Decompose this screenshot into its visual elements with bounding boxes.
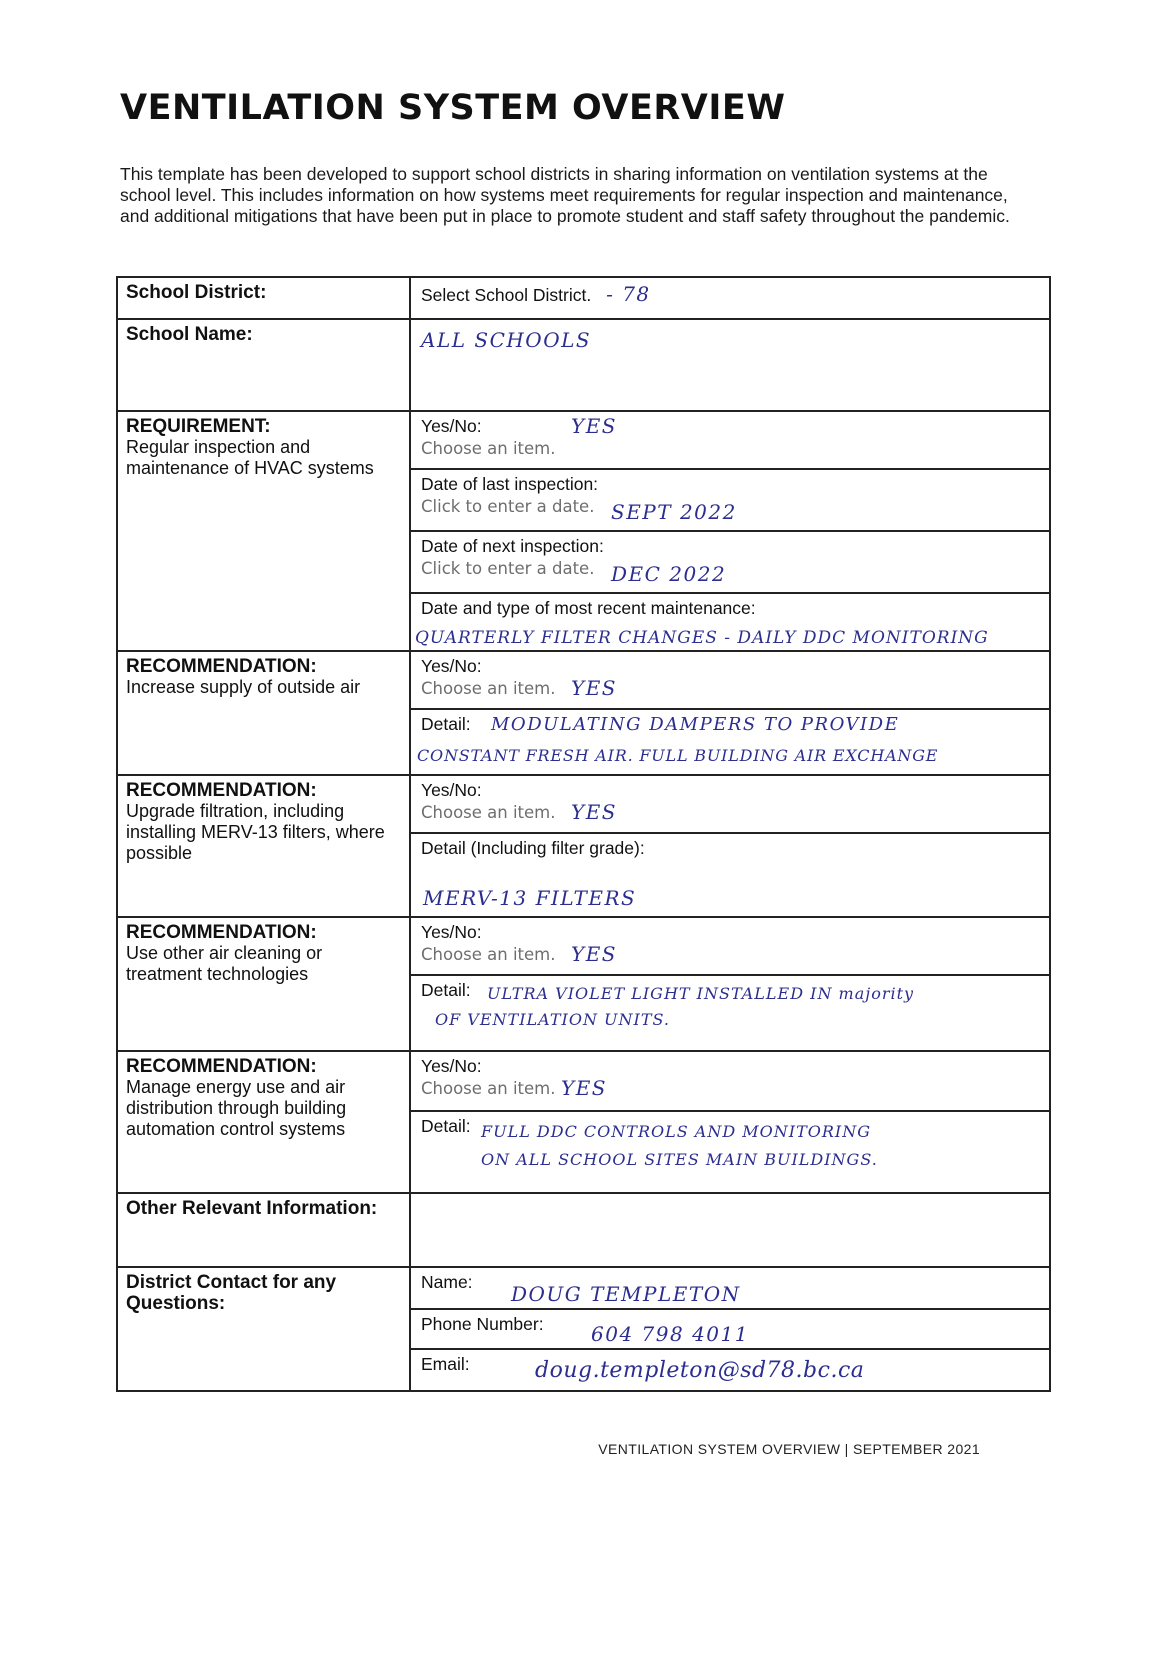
requirement-yesno-label: Yes/No:: [421, 416, 482, 436]
contact-email-field[interactable]: [411, 1350, 1049, 1390]
rec1-detail-field[interactable]: [411, 710, 1049, 774]
rec4-yesno-dropdown[interactable]: Choose an item.: [421, 1079, 556, 1098]
rec1-yesno-handwritten: YES: [571, 676, 618, 700]
contact-phone-handwritten: 604 798 4011: [591, 1322, 749, 1346]
rec3-detail-handwritten-line2: OF VENTILATION UNITS.: [435, 1010, 670, 1029]
rec4-heading: RECOMMENDATION:: [126, 1056, 317, 1077]
requirement-yesno-handwritten: YES: [571, 414, 618, 438]
rec2-yesno-dropdown[interactable]: Choose an item.: [421, 803, 556, 822]
recent-maintenance-label: Date and type of most recent maintenance:: [421, 598, 756, 618]
school-name-label-cell: [118, 320, 411, 410]
recommendation-energy-row: [118, 1052, 1049, 1194]
rec2-yesno-field[interactable]: [411, 776, 1049, 834]
next-inspection-label: Date of next inspection:: [421, 536, 604, 556]
rec3-detail-label: Detail:: [421, 980, 471, 1000]
school-name-label: School Name:: [126, 324, 253, 345]
requirement-label-cell: [118, 412, 411, 650]
rec4-yesno-label: Yes/No:: [421, 1056, 482, 1076]
other-information-label: Other Relevant Information:: [126, 1198, 378, 1219]
rec2-label-cell: [118, 776, 411, 916]
contact-name-handwritten: DOUG TEMPLETON: [511, 1282, 741, 1306]
rec1-heading: RECOMMENDATION:: [126, 656, 317, 677]
next-inspection-handwritten: DEC 2022: [611, 562, 727, 586]
other-information-field[interactable]: [411, 1194, 1049, 1266]
school-district-handwritten: - 78: [606, 282, 651, 306]
rec4-detail-field[interactable]: [411, 1112, 1049, 1192]
last-inspection-field[interactable]: [411, 470, 1049, 532]
page-footer: VENTILATION SYSTEM OVERVIEW | SEPTEMBER 2021: [598, 1441, 980, 1457]
school-name-handwritten: ALL SCHOOLS: [421, 328, 592, 352]
rec2-yesno-label: Yes/No:: [421, 780, 482, 800]
requirement-heading: REQUIREMENT:: [126, 416, 271, 437]
school-district-field[interactable]: [411, 278, 1049, 318]
rec4-yesno-field[interactable]: [411, 1052, 1049, 1112]
requirement-yesno-dropdown[interactable]: Choose an item.: [421, 439, 556, 458]
rec4-detail-label: Detail:: [421, 1116, 471, 1136]
rec3-label-cell: [118, 918, 411, 1050]
last-inspection-date-picker[interactable]: Click to enter a date.: [421, 497, 595, 516]
rec4-label-cell: [118, 1052, 411, 1192]
district-contact-label: District Contact for any Questions:: [126, 1272, 337, 1314]
school-name-row: [118, 320, 1049, 412]
other-information-row: [118, 1194, 1049, 1268]
rec1-detail-label: Detail:: [421, 714, 471, 734]
recent-maintenance-field[interactable]: [411, 594, 1049, 650]
rec1-detail-handwritten-line2: CONSTANT FRESH AIR. FULL BUILDING AIR EXCHANGE: [417, 746, 939, 765]
contact-phone-label: Phone Number:: [421, 1314, 544, 1334]
last-inspection-handwritten: SEPT 2022: [611, 500, 737, 524]
next-inspection-field[interactable]: [411, 532, 1049, 594]
contact-email-handwritten: doug.templeton@sd78.bc.ca: [535, 1358, 865, 1383]
rec4-detail-handwritten-line1: FULL DDC CONTROLS AND MONITORING: [481, 1122, 871, 1141]
rec1-text: Increase supply of outside air: [126, 677, 361, 697]
rec3-yesno-field[interactable]: [411, 918, 1049, 976]
rec2-detail-field[interactable]: [411, 834, 1049, 916]
rec4-text: Manage energy use and air distribution through building automation control systems: [126, 1077, 347, 1139]
contact-label-cell: [118, 1268, 411, 1390]
rec4-yesno-handwritten: YES: [561, 1076, 608, 1100]
other-label-cell: [118, 1194, 411, 1266]
recommendation-filtration-row: [118, 776, 1049, 918]
rec2-detail-label: Detail (Including filter grade):: [421, 838, 645, 858]
requirement-yesno-field[interactable]: [411, 412, 1049, 470]
school-district-select[interactable]: Select School District.: [421, 285, 592, 305]
rec4-detail-handwritten-line2: ON ALL SCHOOL SITES MAIN BUILDINGS.: [481, 1150, 878, 1169]
rec2-heading: RECOMMENDATION:: [126, 780, 317, 801]
contact-phone-field[interactable]: [411, 1310, 1049, 1350]
school-name-field[interactable]: [411, 320, 1049, 410]
contact-email-label: Email:: [421, 1354, 470, 1374]
rec3-heading: RECOMMENDATION:: [126, 922, 317, 943]
rec1-label-cell: [118, 652, 411, 774]
rec1-detail-handwritten-line1: MODULATING DAMPERS TO PROVIDE: [491, 714, 900, 735]
school-district-label-cell: [118, 278, 411, 318]
school-district-label: School District:: [126, 282, 267, 303]
recent-maintenance-handwritten: QUARTERLY FILTER CHANGES - DAILY DDC MONITORING: [415, 628, 989, 648]
recommendation-air-cleaning-row: [118, 918, 1049, 1052]
rec3-yesno-label: Yes/No:: [421, 922, 482, 942]
rec3-detail-handwritten-line1: ULTRA VIOLET LIGHT INSTALLED IN majority: [487, 984, 915, 1003]
contact-name-label: Name:: [421, 1272, 473, 1292]
contact-name-field[interactable]: [411, 1268, 1049, 1310]
rec3-yesno-handwritten: YES: [571, 942, 618, 966]
intro-paragraph: This template has been developed to support school districts in sharing information on ventilation systems at the school level. This includes information on how systems meet requirements for regular inspection and maintenance, and additional mitigations that have been put in place to promote student and staff safety throughout the pandemic.: [120, 164, 1010, 226]
last-inspection-label: Date of last inspection:: [421, 474, 599, 494]
school-district-row: [118, 278, 1049, 320]
rec2-text: Upgrade filtration, including installing MERV-13 filters, where possible: [126, 801, 385, 863]
ventilation-form: [116, 276, 1051, 1392]
rec1-yesno-dropdown[interactable]: Choose an item.: [421, 679, 556, 698]
rec3-text: Use other air cleaning or treatment technologies: [126, 943, 323, 984]
page-title: VENTILATION SYSTEM OVERVIEW: [120, 88, 786, 128]
district-contact-row: [118, 1268, 1049, 1390]
rec2-detail-handwritten: MERV-13 FILTERS: [423, 886, 637, 910]
rec3-yesno-dropdown[interactable]: Choose an item.: [421, 945, 556, 964]
rec1-yesno-label: Yes/No:: [421, 656, 482, 676]
requirement-row: [118, 412, 1049, 652]
rec2-yesno-handwritten: YES: [571, 800, 618, 824]
rec1-yesno-field[interactable]: [411, 652, 1049, 710]
recommendation-outside-air-row: [118, 652, 1049, 776]
requirement-text: Regular inspection and maintenance of HVAC systems: [126, 437, 374, 478]
rec3-detail-field[interactable]: [411, 976, 1049, 1050]
next-inspection-date-picker[interactable]: Click to enter a date.: [421, 559, 595, 578]
